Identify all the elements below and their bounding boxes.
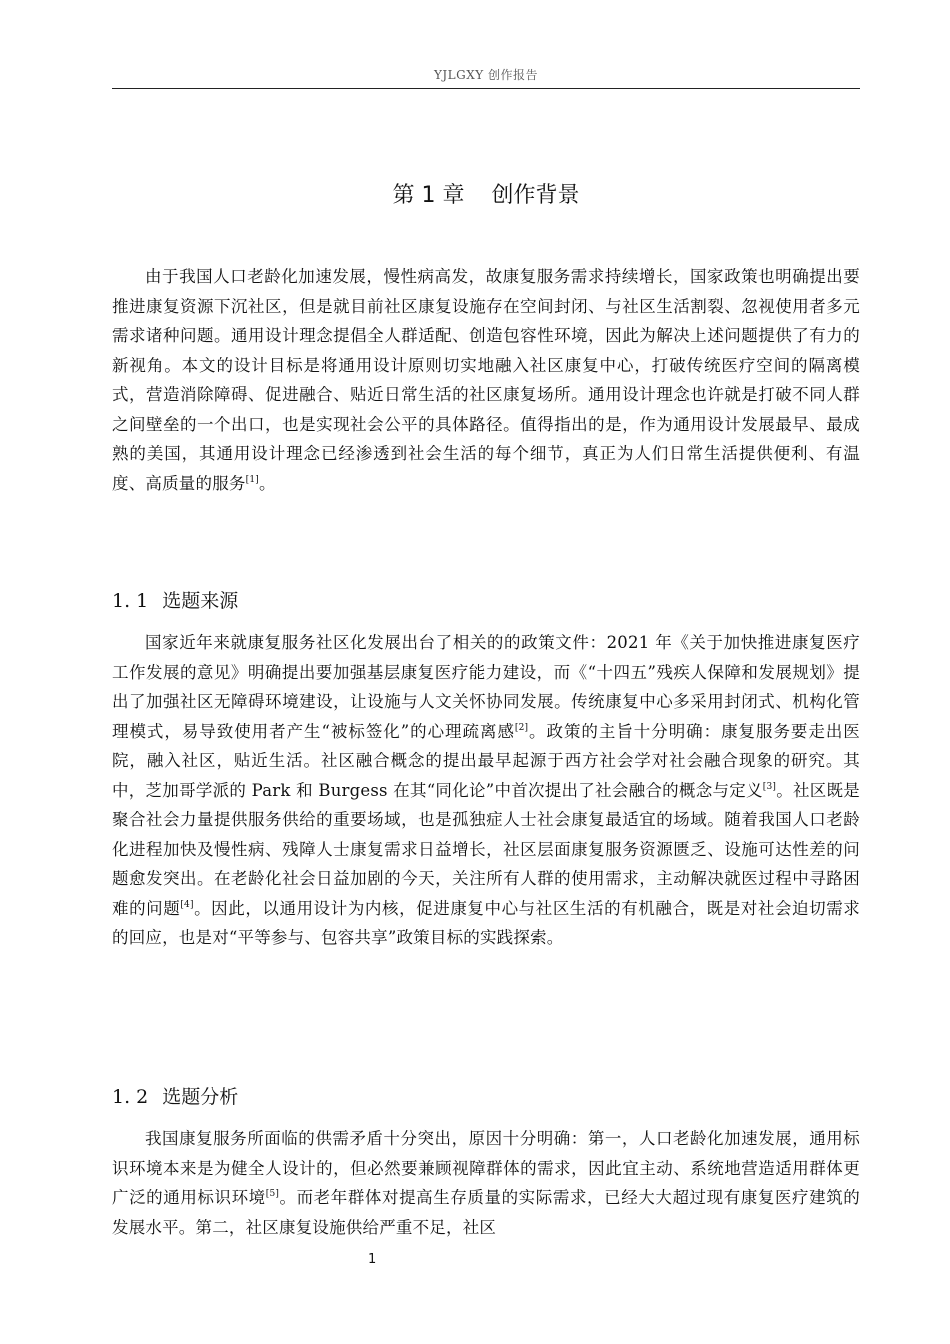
section-1-2-paragraph	[112, 1124, 860, 1242]
page-number: 1	[368, 1252, 377, 1267]
section-title: 选题来源	[162, 590, 239, 612]
section-1-1-paragraph	[112, 628, 860, 953]
paragraph-text: 。因此，以通用设计为内核，促进康复中心与社区生活的有机融合，既是对社会迫切需求的回应，也是对“平等参与、包容共享”政策目标的实践探索。	[112, 898, 860, 947]
paragraph-text: 由于我国人口老龄化加速发展，慢性病高发，故康复服务需求持续增长，国家政策也明确提出要推进康复资源下沉社区，但是就目前社区康复设施存在空间封闭、与社区生活割裂、忽视使用者多元需求诸种问题。通用设计理念提倡全人群适配、创造包容性环境，因此为解决上述问题提供了有力的新视角。本文的设计目标是将通用设计原则切实地融入社区康复中心，打破传统医疗空间的隔离模式，营造消除障碍、促进融合、贴近日常生活的社区康复场所。通用设计理念也许就是打破不同人群之间壁垒的一个出口，也是实现社会公平的具体路径。值得指出的是，作为通用设计发展最早、最成熟的美国，其通用设计理念已经渗透到社会生活的每个细节，真正为人们日常生活提供便利、有温度、高质量的服务	[112, 267, 860, 493]
paragraph-text: 。社区既是聚合社会力量提供服务供给的重要场域，也是孤独症人士社会康复最适宜的场域。随着我国人口老龄化进程加快及慢性病、残障人士康复需求日益增长，社区层面康复服务资源匮乏、设施可达性差的问题愈发突出。在老龄化社会日益加剧的今天，关注所有人群的使用需求，主动解决就医过程中寻路困难的问题	[112, 780, 860, 918]
citation-ref: [2]	[514, 722, 529, 733]
chapter-label: 第 1 章	[392, 183, 465, 208]
paragraph-text: 。而老年群体对提高生存质量的实际需求，已经大大超过现有康复医疗建筑的发展水平。第二，社区康复设施供给严重不足，社区	[112, 1188, 860, 1237]
running-header: YJLGXY 创作报告	[433, 68, 539, 82]
intro-section	[112, 262, 860, 498]
section-heading-1-2	[112, 1082, 238, 1109]
section-1-2-body	[112, 1124, 860, 1242]
chapter-heading	[112, 178, 860, 209]
section-title: 选题分析	[162, 1086, 239, 1108]
paragraph-text: 。政策的主旨十分明确：康复服务要走出医院，融入社区，贴近生活。社区融合概念的提出最早起源于西方社会学对社会融合现象的研究。其中，芝加哥学派的 Park 和 Burgess 在其“同化论”中首次提出了社会融合的概念与定义	[112, 721, 860, 800]
section-number: 1. 1	[112, 590, 149, 612]
citation-ref: [3]	[762, 781, 777, 792]
header-divider	[112, 88, 860, 89]
chapter-title: 创作背景	[491, 183, 580, 208]
paragraph-text: 国家近年来就康复服务社区化发展出台了相关的的政策文件：2021 年《关于加快推进康复医疗工作发展的意见》明确提出要加强基层康复医疗能力建设，而《“十四五”残疾人保障和发展规划》提出了加强社区无障碍环境建设，让设施与人文关怀协同发展。传统康复中心多采用封闭式、机构化管理模式，易导致使用者产生“被标签化”的心理疏离感	[112, 633, 860, 741]
citation-ref: [4]	[180, 899, 194, 910]
citation-ref: [5]	[265, 1189, 280, 1199]
intro-paragraph	[112, 262, 860, 498]
paragraph-text: 。	[258, 473, 276, 493]
section-1-1-body	[112, 628, 860, 953]
paragraph-text: 我国康复服务所面临的供需矛盾十分突出，原因十分明确：第一，人口老龄化加速发展，通用标识环境本来是为健全人设计的，但必然要兼顾视障群体的需求，因此宜主动、系统地营造适用群体更广泛的通用标识环境	[112, 1129, 860, 1207]
section-number: 1. 2	[112, 1086, 149, 1108]
section-heading-1-1	[112, 586, 238, 613]
citation-ref: [1]	[245, 474, 259, 485]
